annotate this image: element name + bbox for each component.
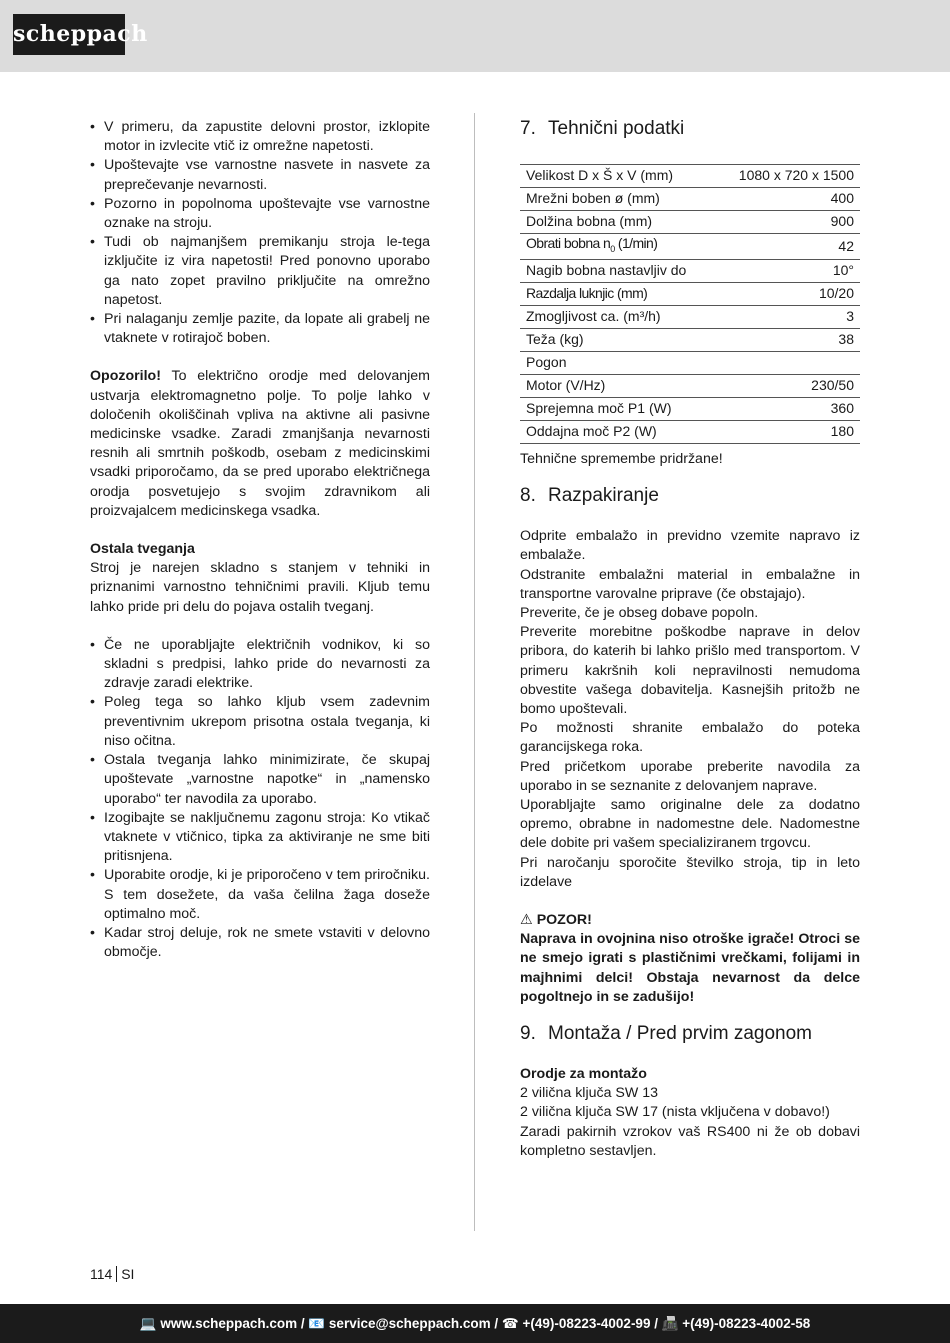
risks-heading: Ostala tveganja [90, 541, 195, 558]
unpack-paragraph: Preverite, če je obseg dobave popoln. [520, 605, 759, 622]
warning-paragraph [90, 367, 430, 521]
list-item: • Upoštevajte vse varnostne nasvete in nasvete za preprečevanje nevarnosti. [90, 156, 430, 194]
list-item: • Pri nalaganju zemlje pazite, da lopate ali grabelj ne vtaknete v rotirajoč boben. [90, 310, 430, 348]
risks-intro: Stroj je narejen skladno s stanjem v tehniki in priznanimi varnostno tehničnimi pravili. Kljub temu lahko pride pri delu do pojava ostalih tveganj. [90, 560, 430, 615]
table-row: Motor (V/Hz) 230/50 [520, 375, 860, 398]
left-column [90, 118, 430, 962]
table-row: Mrežni boben ø (mm) 400 [520, 188, 860, 211]
safety-list [90, 118, 430, 348]
table-row: Pogon [520, 352, 860, 375]
tools-item: 2 vilična ključa SW 17 (nista vključena v dobavo!) [520, 1104, 830, 1121]
contact-footer: 💻 www.scheppach.com / 📧 service@scheppach.com / ☎ +(49)-08223-4002-99 / 📠 +(49)-08223-4002-58 [0, 1304, 950, 1343]
table-row: Oddajna moč P2 (W) 180 [520, 421, 860, 444]
tools-item: 2 vilična ključa SW 13 [520, 1085, 658, 1102]
section-8-heading: 8. Razpakiranje [520, 485, 659, 507]
unpack-paragraph: Preverite morebitne poškodbe naprave in delov pribora, do katerih bi lahko prišlo med transportom. V primeru kakršnih koli nepravilnosti nemudoma obvestite vašega dobavitelja. Kasnejših pritožb ne bomo upoštevali. [520, 624, 860, 718]
unpack-paragraph: Uporabljajte samo originalne dele za dodatno opremo, obrabne in nadomestne dele. Nadomestne dele dobite pri vašem specializiranem trgovcu. [520, 797, 860, 852]
table-row: Velikost D x Š x V (mm) 1080 x 720 x 1500 [520, 165, 860, 188]
right-column [520, 118, 860, 1161]
warning-label: Opozorilo! [90, 368, 161, 385]
spec-note: Tehnične spremembe pridržane! [520, 451, 723, 467]
unpack-paragraph: Pred pričetkom uporabe preberite navodila za uporabo in se seznanite z delovanjem naprave. [520, 758, 860, 794]
list-item: • Če ne uporabljajte električnih vodnikov, ki so skladni s predpisi, lahko pride do nevarnosti za zdravje zaradi elektrike. [90, 636, 430, 694]
warning-text: To električno orodje med delovanjem ustvarja elektromagnetno polje. To polje lahko v določenih okoliščinah vpliva na aktivne ali pasivne medicinske vsadke. Zaradi zmanjšanja nevarnosti resnih ali smrtnih poškodb, osebam z medicinskimi vsadki priporočamo, da se pred uporabo električnega orodja posvetujejo s svojim zdravnikom ali proizvajalcem medicinskega vsadka. [90, 368, 430, 519]
tools-heading: Orodje za montažo [520, 1066, 647, 1083]
table-row: Dolžina bobna (mm) 900 [520, 211, 860, 234]
table-row: Nagib bobna nastavljiv do 10° [520, 260, 860, 283]
unpack-paragraph: Odstranite embalažni material in embalažne in transportne varovalne priprave (če obstajajo). [520, 566, 860, 602]
risks-list [90, 636, 430, 962]
table-row: Teža (kg) 38 [520, 329, 860, 352]
page-number: 114 SI [90, 1266, 135, 1282]
tools-item: Zaradi pakirnih vzrokov vaš RS400 ni že ob dobavi kompletno sestavljen. [520, 1123, 860, 1159]
list-item: • Izogibajte se naključnemu zagonu stroja: Ko vtikač vtaknete v vtičnico, tipka za aktiviranje ne sme biti pritisnjena. [90, 809, 430, 867]
column-divider [474, 113, 475, 1231]
header-bar [0, 0, 950, 72]
unpack-paragraph: Po možnosti shranite embalažo do poteka garancijskega roka. [520, 720, 860, 756]
unpack-paragraph: Odprite embalažo in previdno vzemite napravo iz embalaže. [520, 528, 860, 564]
list-item: • Poleg tega so lahko kljub vsem zadevnim preventivnim ukrepom prisotna ostala tveganja, ki niso očitna. [90, 693, 430, 751]
table-row: Sprejemna moč P1 (W) 360 [520, 398, 860, 421]
list-item: • Kadar stroj deluje, rok ne smete vstaviti v delovno območje. [90, 924, 430, 962]
list-item: • Tudi ob najmanjšem premikanju stroja le-tega izključite iz vira napetosti! Pred ponovno uporabo ga nato zopet pravilno priključite na omrežno napetost. [90, 233, 430, 310]
list-item: • V primeru, da zapustite delovni prostor, izklopite motor in izvlecite vtič iz omrežne napetosti. [90, 118, 430, 156]
caution-heading: ⚠ POZOR! [520, 912, 592, 929]
spec-table [520, 164, 860, 444]
table-row: Razdalja luknjic (mm) 10/20 [520, 283, 860, 306]
list-item: • Uporabite orodje, ki je priporočeno v tem priročniku. S tem dosežete, da vaša čelilna žaga doseže optimalno moč. [90, 866, 430, 924]
list-item: • Pozorno in popolnoma upoštevajte vse varnostne oznake na stroju. [90, 195, 430, 233]
section-9-heading: 9. Montaža / Pred prvim zagonom [520, 1023, 813, 1045]
section-7-heading: 7. Tehnični podatki [520, 118, 685, 139]
warning-triangle-icon: ⚠ [520, 912, 533, 929]
caution-text: Naprava in ovojnina niso otroške igrače! Otroci se ne smejo igrati s plastičnimi vrečkami, folijami in majhnimi delci! Obstaja nevarnost da delce pogoltnejo in se zadušijo! [520, 931, 860, 1005]
table-row: Zmogljivost ca. (m³/h) 3 [520, 306, 860, 329]
list-item: • Ostala tveganja lahko minimizirate, če skupaj upoštevate „varnostne napotke“ in „namensko uporabo“ ter navodila za uporabo. [90, 751, 430, 809]
table-row: Obrati bobna $n_0$ (1/min) 42 [520, 234, 860, 260]
scheppach-logo: scheppach [13, 14, 125, 55]
unpack-paragraph: Pri naročanju sporočite številko stroja, tip in leto izdelave [520, 854, 860, 890]
